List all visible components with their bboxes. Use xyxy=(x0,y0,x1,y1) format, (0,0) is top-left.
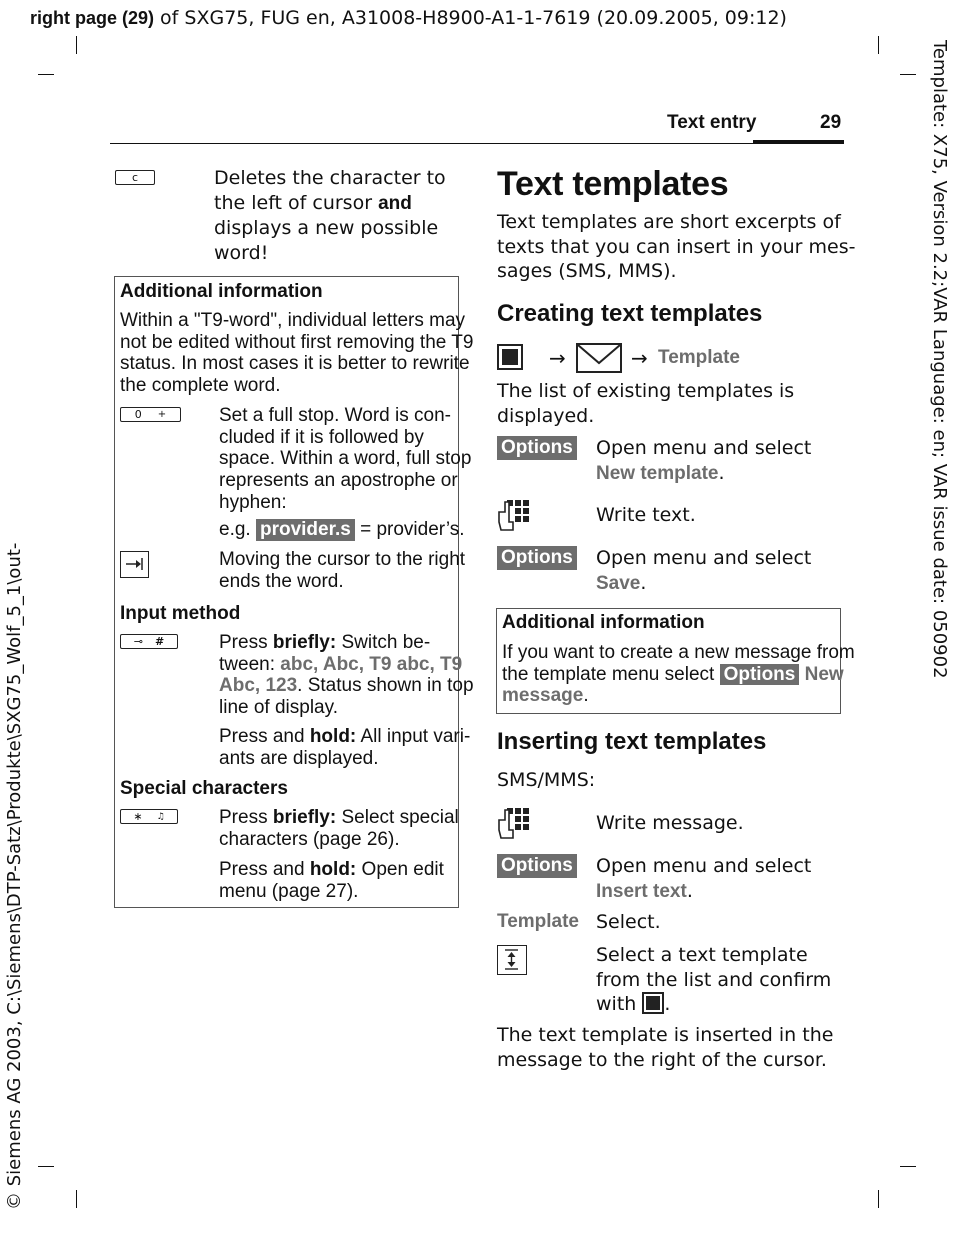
text-bold: hold: xyxy=(309,859,357,880)
keypad-hand-icon xyxy=(497,498,533,536)
text-line: word! xyxy=(214,241,269,264)
box-intro xyxy=(120,310,473,397)
text-line: Select a text template xyxy=(596,944,808,966)
insert-text-label: Insert text xyxy=(596,880,687,902)
template-softkey-label: Template xyxy=(497,911,580,932)
text-line: Moving the cursor to the right xyxy=(219,549,466,570)
print-info-line xyxy=(30,7,787,29)
text-line: status. In most cases it is better to rewrite xyxy=(120,353,470,375)
header-rule xyxy=(110,143,844,144)
arrow-icon: → xyxy=(631,346,648,370)
text-line: displays a new possible xyxy=(214,217,439,239)
arrow-icon: → xyxy=(549,346,566,370)
text-line: represents an apostrophe or xyxy=(219,470,458,492)
text-line: message to the right of the cursor. xyxy=(497,1048,827,1071)
options-label: Options xyxy=(497,854,577,878)
zero-key-description xyxy=(219,405,471,514)
star-key-description xyxy=(219,807,459,850)
cursor-right-key-icon xyxy=(120,551,149,578)
text: Press and xyxy=(219,726,310,747)
up-down-arrows-icon xyxy=(498,946,525,973)
options-label: Options xyxy=(497,436,577,460)
key-label: + xyxy=(157,409,167,420)
text: tween: xyxy=(219,653,281,675)
section-header: Text entry xyxy=(667,112,757,133)
page-title: Text templates xyxy=(497,165,729,203)
open-menu-save xyxy=(596,546,811,596)
creating-heading: Creating text templates xyxy=(497,300,763,327)
text-line: space. Within a word, full stop xyxy=(219,448,472,470)
text-line: menu (page 27). xyxy=(219,880,359,902)
c-key-description xyxy=(214,166,446,265)
text: Press and xyxy=(219,859,310,880)
text-line: the complete word. xyxy=(120,375,281,397)
provider-softkey: provider.s xyxy=(256,519,355,541)
options-softkey xyxy=(497,854,577,878)
text: with xyxy=(596,993,643,1015)
box-body xyxy=(502,642,855,707)
text-bold: hold: xyxy=(309,726,357,747)
crop-mark xyxy=(878,36,879,54)
example-prefix: e.g. xyxy=(219,519,256,540)
text-line: ends the word. xyxy=(219,570,344,592)
text-line: texts that you can insert in your mes- xyxy=(497,235,856,258)
final-paragraph xyxy=(497,1023,833,1072)
zero-key-icon xyxy=(120,407,181,422)
text-line: Open menu and select xyxy=(596,547,812,569)
options-label: Options xyxy=(720,664,800,685)
text-line: Set a full stop. Word is con- xyxy=(219,405,451,426)
text: . xyxy=(664,993,671,1015)
intro-paragraph xyxy=(497,210,855,284)
text: . xyxy=(583,685,589,707)
text: Open edit xyxy=(356,859,444,880)
text-line: line of display. xyxy=(219,697,338,719)
text-line: Deletes the character to xyxy=(214,167,446,189)
save-label: Save xyxy=(596,572,641,594)
input-method-title: Input method xyxy=(120,603,241,624)
hash-key-icon xyxy=(120,634,178,649)
text: Press xyxy=(219,632,273,653)
sms-mms-label: SMS/MMS: xyxy=(497,769,596,791)
crop-mark xyxy=(900,1166,916,1167)
select-template-description xyxy=(596,943,831,1017)
text: . xyxy=(686,879,693,902)
example-suffix: = provider’s. xyxy=(354,519,465,540)
text-line: ants are displayed. xyxy=(219,747,379,769)
text-line: the left of cursor xyxy=(214,191,379,214)
options-label: Options xyxy=(497,546,577,570)
input-modes: abc, Abc, T9 abc, T9 xyxy=(280,653,463,675)
list-text xyxy=(497,379,794,428)
text-line: Open menu and select xyxy=(596,855,812,877)
new-label: New xyxy=(804,663,844,685)
template-menu-label: Template xyxy=(658,347,741,368)
text: . xyxy=(640,571,647,594)
text-line: The list of existing templates is xyxy=(497,380,795,402)
write-message: Write message. xyxy=(596,812,744,834)
text: All input vari- xyxy=(356,726,471,747)
open-menu-insert-text xyxy=(596,854,811,904)
text-line: The text template is inserted in the xyxy=(497,1024,834,1046)
text: Switch be- xyxy=(336,632,431,653)
envelope-icon xyxy=(576,343,622,377)
crop-mark xyxy=(38,1166,54,1167)
text-line: displayed. xyxy=(497,404,595,427)
text: . Status shown in top xyxy=(297,675,474,697)
text-bold: briefly: xyxy=(272,632,337,653)
crop-mark xyxy=(900,74,916,75)
star-hold-description xyxy=(219,859,444,902)
crop-mark xyxy=(76,1190,77,1208)
text-line: Open menu and select xyxy=(596,437,812,459)
write-text: Write text. xyxy=(596,504,696,526)
inserting-heading: Inserting text templates xyxy=(497,728,767,755)
menu-key-icon xyxy=(497,344,523,370)
text-line: sages (SMS, MMS). xyxy=(497,260,677,282)
example-line xyxy=(219,519,464,541)
text-line: Within a "T9-word", individual letters may xyxy=(120,310,466,331)
template-info-side-text: Template: X75, Version 2.2;VAR Language: en; VAR issue date: 050902 xyxy=(929,40,950,679)
keypad-hand-icon xyxy=(497,806,533,844)
crop-mark xyxy=(38,74,54,75)
key-label: 0 xyxy=(134,408,142,421)
key-label: ♫ xyxy=(156,811,165,822)
key-label: ∗ xyxy=(133,810,143,823)
message-label: message xyxy=(502,685,584,707)
text-line: from the list and confirm xyxy=(596,968,832,991)
text-bold: and xyxy=(378,192,412,214)
header-rule-thick xyxy=(753,140,844,144)
text-line: characters (page 26). xyxy=(219,828,400,850)
text-line: Text templates are short excerpts of xyxy=(497,211,841,233)
box-title: Additional information xyxy=(120,281,323,302)
text-line: hyphen: xyxy=(219,491,287,513)
cursor-right-description xyxy=(219,549,465,592)
hash-hold-description xyxy=(219,726,470,769)
input-modes: Abc, 123 xyxy=(219,675,298,697)
open-menu-new-template xyxy=(596,436,811,486)
key-label: ⊸ xyxy=(133,635,143,648)
new-template-label: New template xyxy=(596,462,719,484)
text: Press xyxy=(219,807,273,828)
special-characters-title: Special characters xyxy=(120,778,288,799)
text-line: cluded if it is followed by xyxy=(219,426,424,448)
text: the template menu select xyxy=(502,663,720,685)
print-info-rest: of SXG75, FUG en, A31008-H8900-A1-1-7619 (20.09.2005, 09:12) xyxy=(154,7,787,29)
key-label: # xyxy=(155,635,165,648)
crop-mark xyxy=(878,1190,879,1208)
c-key-label: c xyxy=(131,171,139,184)
print-info-prefix: right page (29) xyxy=(30,8,155,28)
text: . xyxy=(718,461,725,484)
star-key-icon xyxy=(120,809,178,824)
options-softkey xyxy=(497,546,577,570)
navigation-key-icon xyxy=(497,945,527,975)
hash-key-description xyxy=(219,632,474,719)
c-key-icon xyxy=(115,170,155,185)
text-line: not be edited without first removing the T9 xyxy=(120,331,474,353)
crop-mark xyxy=(76,36,77,54)
confirm-key-icon xyxy=(642,992,664,1014)
arrow-right-icon xyxy=(121,552,147,576)
select-text: Select. xyxy=(596,911,661,933)
text: Select special xyxy=(336,807,459,828)
text-bold: briefly: xyxy=(272,807,337,828)
options-softkey xyxy=(497,436,577,460)
box-title: Additional information xyxy=(502,612,705,633)
text-line: If you want to create a new message from xyxy=(502,642,855,663)
page-number: 29 xyxy=(820,112,842,133)
copyright-side-text: © Siemens AG 2003, C:\Siemens\DTP-Satz\Produkte\SXG75_Wolf_5_1\out- xyxy=(4,542,25,1210)
